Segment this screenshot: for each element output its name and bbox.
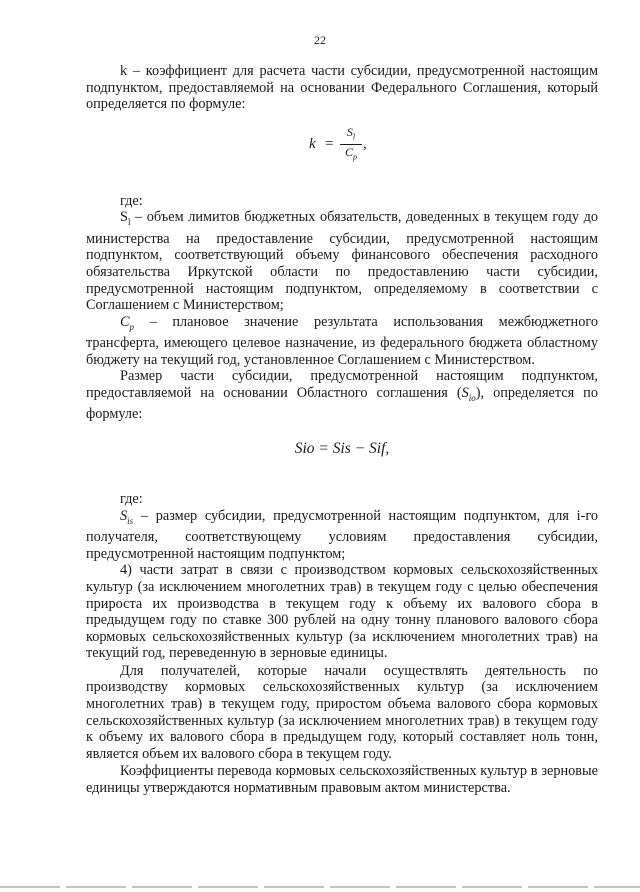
formula-k-denominator: $C_p$ <box>344 145 357 162</box>
page-number: 22 <box>314 33 326 47</box>
paragraph-cp-definition: $C_p$ – плановое значение результата использования межбюджетного трансферта, имеющего целевое назначение, из федерального бюджета областному бюджету на текущий год, установленное Соглашением с Министерством. <box>86 313 598 368</box>
formula-k-numerator: $S_l$ <box>340 126 362 145</box>
formula-k <box>86 124 598 167</box>
formula-k-comma: , <box>363 135 367 152</box>
paragraph-s1-definition: $S_l$ – объем лимитов бюджетных обязательств, доведенных в текущем году до министерства на предоставление субсидии, предусмотренной настоящим подпунктом, соответствующий объему финансового обеспечения расходного обязательства Иркутской области по предоставлению части субсидии, предусмотренной настоящим подпунктом, определяемому в соответствии с Соглашением с Министерством; <box>86 209 598 314</box>
where-label-2: где: <box>120 491 143 508</box>
where-label-1: где: <box>120 192 143 209</box>
document-body <box>86 30 598 797</box>
formula-sio <box>86 441 598 465</box>
paragraph-conversion-coefficients: Коэффициенты перевода кормовых сельскохозяйственных культур в зерновые единицы утверждаются нормативным правовым актом министерства. <box>86 763 598 797</box>
footer-line <box>0 886 640 888</box>
formula-k-fraction <box>340 126 362 164</box>
paragraph-sis-definition: $S_{is}$ – размер субсидии, предусмотренной настоящим подпунктом, для i-го получателя, соответствующему условиям предоставления субсидии, предусмотренной настоящим подпунктом; <box>86 507 598 562</box>
paragraph-k-definition: k – коэффициент для расчета части субсидии, предусмотренной настоящим подпунктом, предоставляемой на основании Федерального Соглашения, который определяется по формуле: <box>86 63 598 113</box>
paragraph-new-recipients: Для получателей, которые начали осуществлять деятельность по производству кормовых сельскохозяйственных культур (за исключением многолетних трав) в текущем году, приростом объема валового сбора кормовых сельскохозяйственных культур (за исключением многолетних трав) в текущем году к объему их валового сбора в предыдущем году, который составляет ноль тонн, является объем их валового сбора в текущем году. <box>86 662 598 762</box>
formula-k-equals: = <box>325 135 334 152</box>
paragraph-subsidy-size: Размер части субсидии, предусмотренной настоящим подпунктом, предоставляемой на основании Областного соглашения $(S_{io})$, определяется по формуле: <box>86 368 598 423</box>
paragraph-item-4: 4) части затрат в связи с производством кормовых сельскохозяйственных культур (за исключением многолетних трав) в текущем году с целью обеспечения прироста их производства в текущем году к объему их валового сбора в предыдущем году по ставке 300 рублей на одну тонну планового валового сбора кормовых сельскохозяйственных культур (за исключением многолетних трав) на текущий год, переведенную в зерновые единицы. <box>86 562 598 662</box>
formula-sio-expression: Sio = Sis − Sif, <box>294 440 390 458</box>
formula-k-left: k <box>309 135 316 152</box>
